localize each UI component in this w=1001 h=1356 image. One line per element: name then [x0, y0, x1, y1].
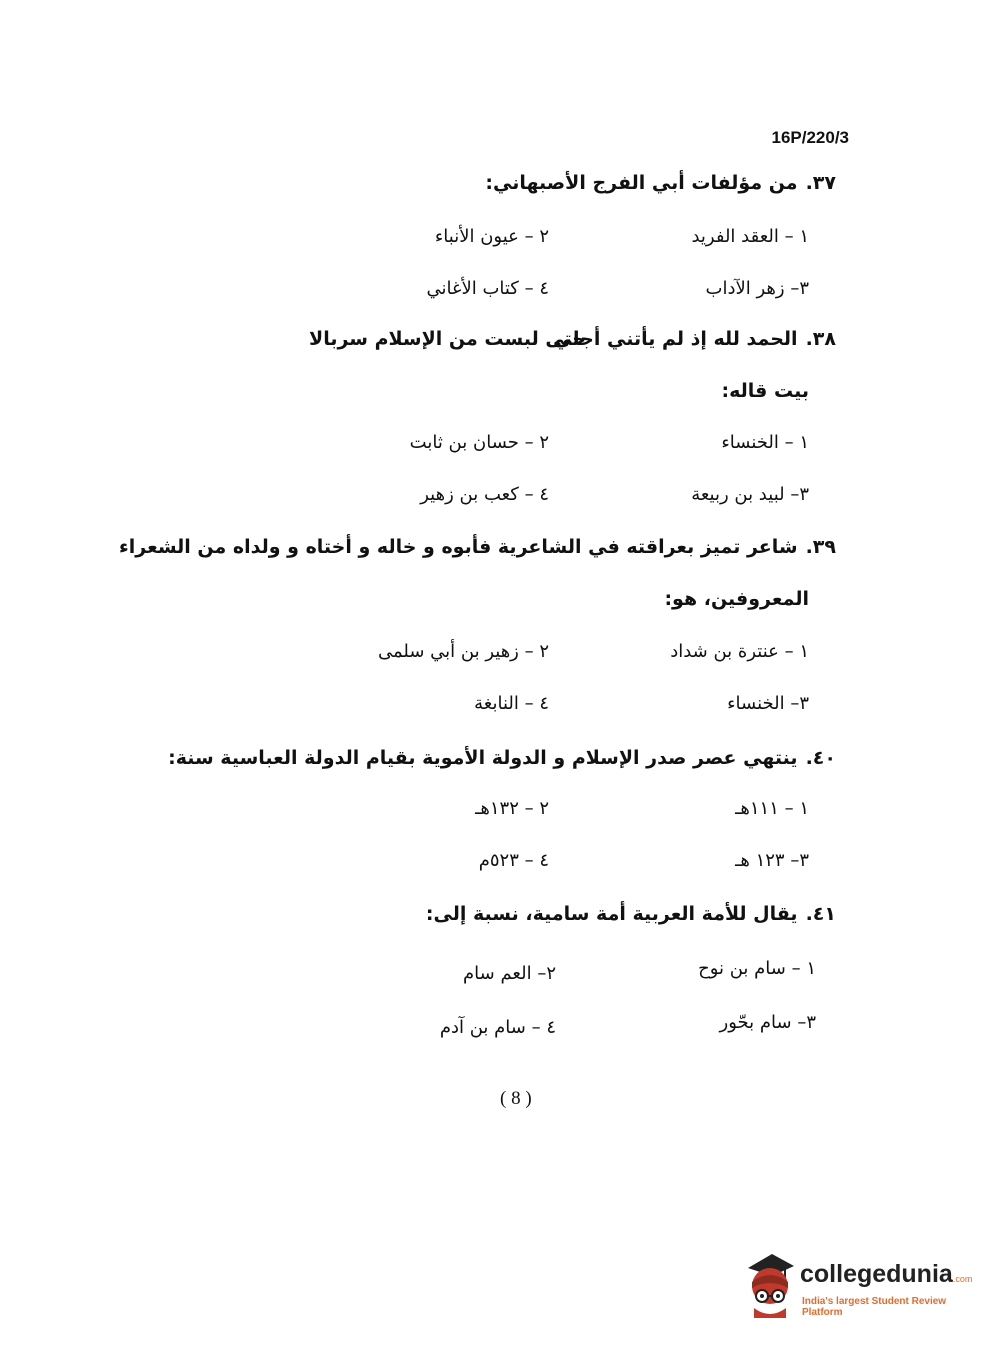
option-40-2: ٢ – ١٣٢هـ	[475, 798, 549, 819]
question-37	[485, 172, 836, 194]
option-41-3: ٣– سام بحّور	[719, 1012, 816, 1033]
paper-code: 16P/220/3	[771, 128, 849, 147]
option-38-2: ٢ – حسان بن ثابت	[409, 432, 549, 453]
question-number: ٤٠.	[805, 747, 836, 769]
question-38	[553, 328, 836, 350]
verse-first-hemistich: الحمد لله إذ لم يأتني أجلي	[553, 328, 798, 350]
mascot-icon	[742, 1248, 798, 1320]
option-38-4: ٤ – كعب بن زهير	[420, 484, 549, 505]
option-38-1: ١ – الخنساء	[721, 432, 809, 453]
question-40	[168, 747, 836, 769]
option-39-1: ١ – عنترة بن شداد	[670, 641, 809, 662]
option-41-1: ١ – سام بن نوح	[698, 958, 816, 979]
verse-second-hemistich: حتى لبست من الإسلام سربالا	[309, 328, 586, 350]
question-text: شاعر تميز بعراقته في الشاعرية فأبوه و خاله و أختاه و ولداه من الشعراء	[119, 536, 798, 558]
brand-name: collegedunia.com	[800, 1260, 973, 1288]
option-37-1: ١ – العقد الفريد	[691, 226, 809, 247]
brand-tagline: India's largest Student Review Platform	[802, 1296, 947, 1318]
option-37-3: ٣– زهر الآداب	[705, 278, 809, 299]
option-40-1: ١ – ١١١هـ	[735, 798, 809, 819]
option-39-3: ٣– الخنساء	[727, 693, 809, 714]
question-number: ٣٧.	[805, 172, 836, 194]
question-text: يقال للأمة العربية أمة سامية، نسبة إلى:	[425, 903, 798, 925]
option-37-2: ٢ – عيون الأنباء	[434, 226, 549, 247]
question-41	[426, 903, 836, 925]
option-39-2: ٢ – زهير بن أبي سلمى	[377, 641, 549, 662]
option-38-3: ٣– لبيد بن ربيعة	[691, 484, 809, 505]
question-text: ينتهي عصر صدر الإسلام و الدولة الأموية بقيام الدولة العباسية سنة:	[168, 747, 798, 769]
question-number: ٣٩.	[805, 536, 836, 558]
option-40-3: ٣– ١٢٣ هـ	[735, 850, 809, 871]
option-39-4: ٤ – النابغة	[474, 693, 549, 714]
question-38-cont: بيت قاله:	[721, 380, 809, 402]
question-text: من مؤلفات أبي الفرج الأصبهاني:	[485, 172, 798, 194]
question-39-cont: المعروفين، هو:	[664, 588, 809, 610]
collegedunia-logo	[742, 1248, 972, 1320]
question-number: ٣٨.	[805, 328, 836, 350]
option-41-2: ٢– العم سام	[463, 963, 556, 984]
question-number: ٤١.	[805, 903, 836, 925]
page-number: ( 8 )	[500, 1088, 532, 1109]
option-41-4: ٤ – سام بن آدم	[439, 1017, 556, 1038]
option-37-4: ٤ – كتاب الأغاني	[426, 278, 549, 299]
question-39	[119, 536, 836, 558]
option-40-4: ٤ – ٥٢٣م	[478, 850, 549, 871]
